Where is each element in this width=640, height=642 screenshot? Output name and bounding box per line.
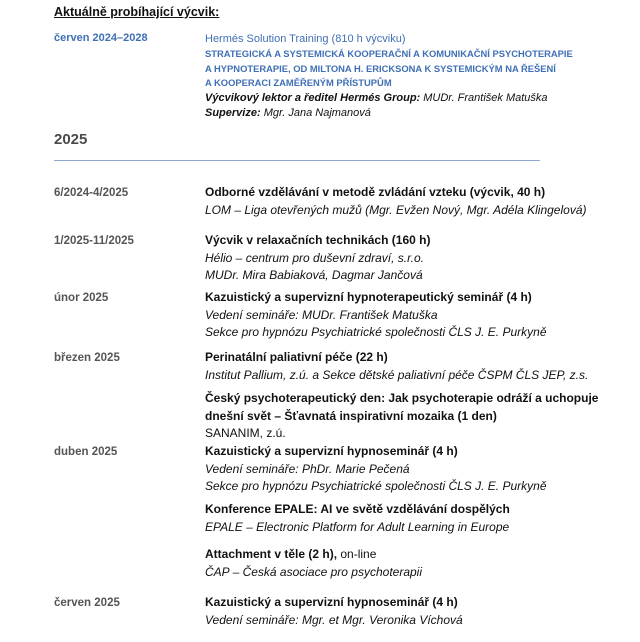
entry-date: 6/2024-4/2025 (54, 187, 129, 199)
current-training-description-line: A KOOPERACI ZAMĚŘENÝM PŘÍSTUPŮM (205, 77, 392, 88)
entry-title: Kazuistický a supervizní hypnoseminář (4 h) (205, 444, 458, 458)
current-training-title: Hermés Solution Training (810 h výcviku) (205, 33, 406, 45)
entry-line: Vedení semináře: PhDr. Marie Pečená (205, 461, 410, 476)
training-entry (0, 501, 640, 546)
entry-title-main: Attachment v těle (2 h), (205, 547, 338, 561)
section-divider (54, 160, 540, 161)
entry-line: LOM – Liga otevřených mužů (Mgr. Evžen Nový, Mgr. Adéla Klingelová) (205, 202, 587, 217)
entry-detail (205, 390, 625, 443)
training-entry (0, 184, 640, 232)
training-list (0, 184, 640, 642)
lecturer-label: Výcvikový lektor a ředitel Hermés Group: (205, 91, 421, 104)
training-entry (0, 594, 640, 642)
entry-line: MUDr. Mira Babiaková, Dagmar Jančová (205, 268, 423, 282)
current-training-description-line: A HYPNOTERAPIE, OD MILTONA H. ERICKSONA K SYSTEMICKÝM NA ŘEŠENÍ (205, 62, 556, 74)
current-training-supervision (205, 106, 605, 122)
entry-title: dnešní svět – Šťavnatá inspirativní mozaika (1 den) (205, 408, 497, 423)
supervision-value: Mgr. Jana Najmanová (260, 107, 371, 119)
year-heading: 2025 (54, 131, 88, 148)
entry-line: Vedení semináře: MUDr. František Matuška (205, 307, 438, 322)
lecturer-value: MUDr. František Matuška (420, 91, 548, 104)
entry-title-suffix: on-line (337, 547, 377, 561)
entry-line: EPALE – Electronic Platform for Adult Learning in Europe (205, 519, 510, 534)
entry-detail (205, 594, 625, 629)
entry-line: Sekce pro hypnózu Psychiatrické společnosti ČLS J. E. Purkyně (205, 325, 547, 339)
entry-date: duben 2025 (54, 446, 118, 458)
current-training-heading: Aktuálně probíhající výcvik: (54, 5, 220, 19)
training-entry (0, 289, 640, 349)
entry-date: únor 2025 (54, 292, 109, 304)
entry-line: Institut Pallium, z.ú. a Sekce dětské paliativní péče ČSPM ČLS JEP, z.s. (205, 367, 589, 382)
training-entry (0, 443, 640, 501)
supervision-label: Supervize: (205, 107, 261, 119)
entry-line: Sekce pro hypnózu Psychiatrické společnosti ČLS J. E. Purkyně (205, 479, 547, 493)
entry-title: Odborné vzdělávání v metodě zvládání vzteku (výcvik, 40 h) (205, 185, 546, 199)
entry-title: Kazuistický a supervizní hypnoterapeutický seminář (4 h) (205, 290, 532, 304)
entry-title: Perinatální paliativní péče (22 h) (205, 350, 388, 364)
entry-date: březen 2025 (54, 352, 120, 364)
entry-date: červen 2025 (54, 597, 120, 609)
entry-title: Kazuistický a supervizní hypnoseminář (4 h) (205, 595, 458, 609)
entry-detail (205, 232, 625, 285)
training-entry (0, 546, 640, 594)
current-training-description-line: STRATEGICKÁ A SYSTEMICKÁ KOOPERAČNÍ A KOMUNIKAČNÍ PSYCHOTERAPIE (205, 48, 573, 59)
training-entry (0, 349, 640, 390)
entry-line: SANANIM, z.ú. (205, 426, 286, 440)
entry-detail (205, 501, 625, 536)
training-entry (0, 232, 640, 289)
entry-title: Výcvik v relaxačních technikách (160 h) (205, 233, 431, 247)
entry-title (205, 546, 625, 564)
entry-line: Vedení semináře: Mgr. et Mgr. Veronika Víchová (205, 612, 463, 627)
entry-date: 1/2025-11/2025 (54, 235, 134, 247)
entry-detail (205, 443, 625, 496)
entry-line: ČAP – Česká asociace pro psychoterapii (205, 564, 422, 579)
entry-detail (205, 289, 625, 342)
current-training-block (205, 32, 605, 122)
entry-detail (205, 184, 625, 219)
entry-title: Konference EPALE: AI ve světě vzdělávání dospělých (205, 502, 510, 516)
entry-detail (205, 546, 625, 581)
current-training-date: červen 2024–2028 (54, 32, 148, 44)
entry-title: Český psychoterapeutický den: Jak psychoterapie odráží a uchopuje (205, 391, 599, 405)
entry-line: Hélio – centrum pro duševní zdraví, s.r.o. (205, 250, 424, 265)
entry-detail (205, 349, 625, 384)
training-entry (0, 390, 640, 443)
current-training-lecturer (205, 91, 605, 107)
